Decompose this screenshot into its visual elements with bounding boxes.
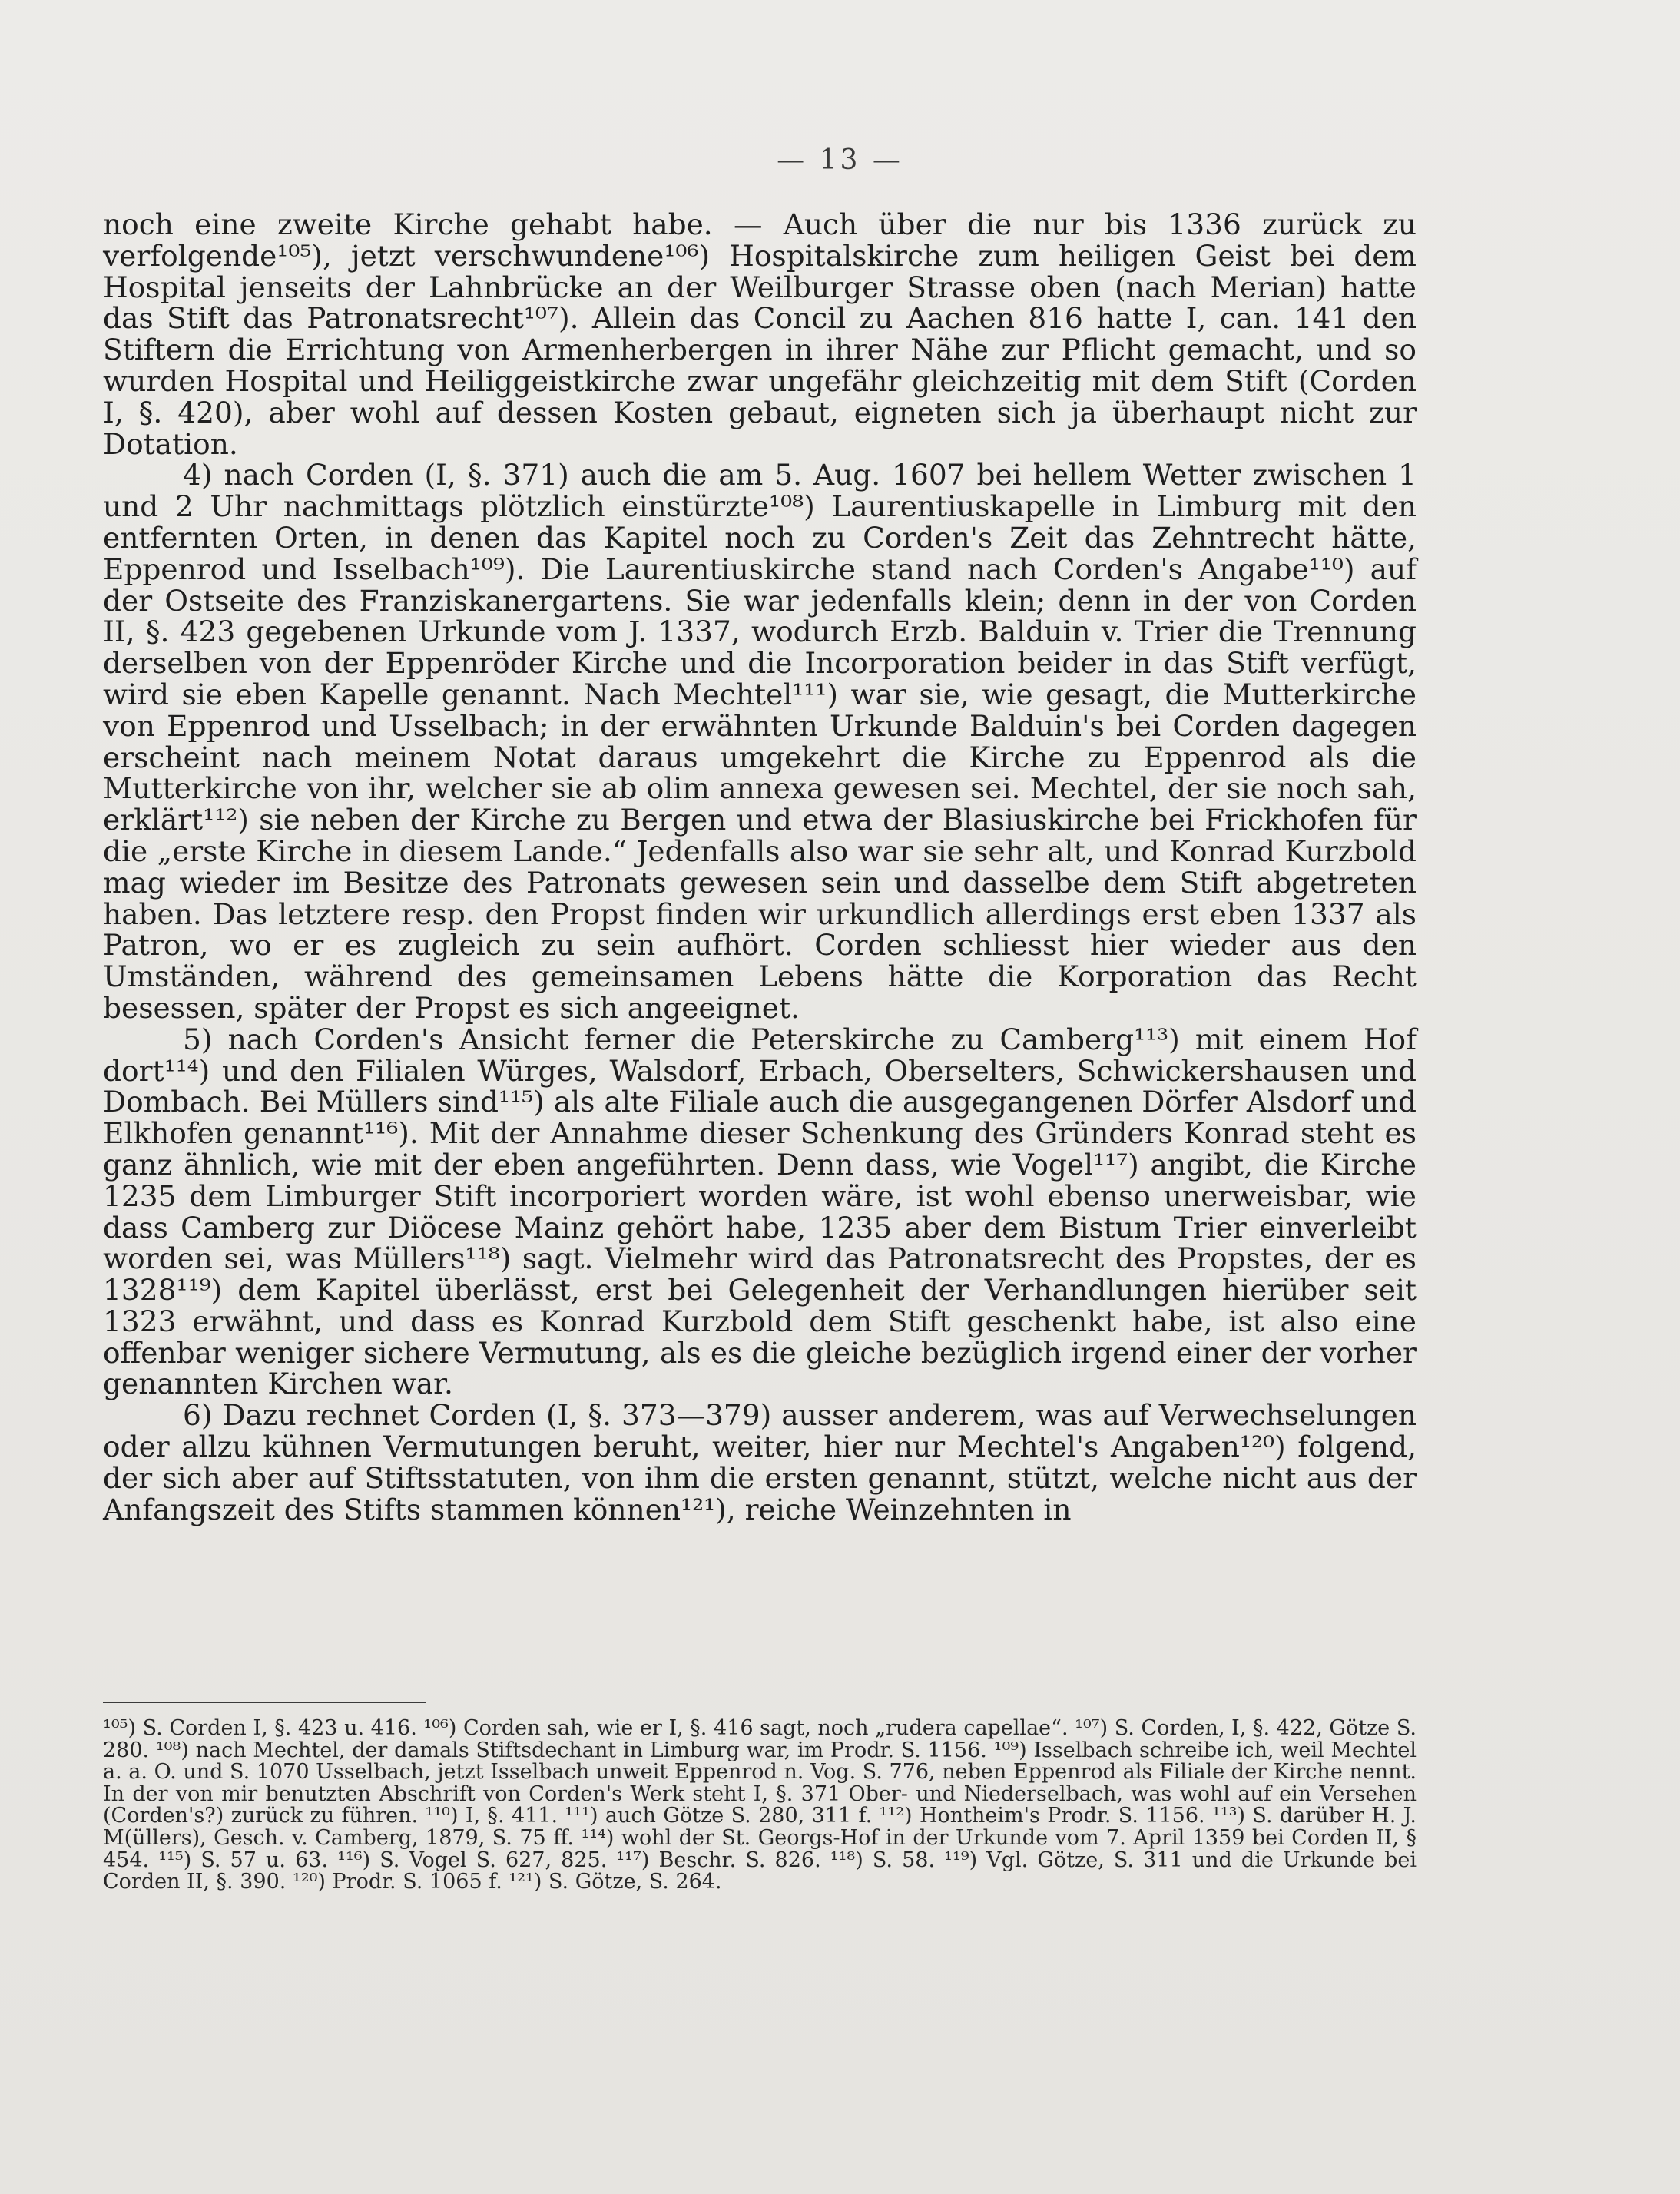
page-number: — 13 — — [777, 144, 903, 176]
footnote-divider — [103, 1702, 426, 1703]
paragraph-item-4: 4) nach Corden (I, §. 371) auch die am 5. Aug. 1607 bei hellem Wetter zwischen 1 und 2 Uhr nachmittags plötzlich einstürzte¹⁰⁸) Laurentiuskapelle in Limburg mit den entfernten Orten, in denen das Kapitel noch zu Corden's Zeit das Zehntrecht hätte, Eppenrod und Isselbach¹⁰⁹). Die Laurentiuskirche stand nach Corden's Angabe¹¹⁰) auf der Ostseite des Franziskanergartens. Sie war jedenfalls klein; denn in der von Corden II, §. 423 gegebenen Urkunde vom J. 1337, wodurch Erzb. Balduin v. Trier die Trennung derselben von der Eppenröder Kirche und die Incorporation beider in das Stift verfügt, wird sie eben Kapelle genannt. Nach Mechtel¹¹¹) war sie, wie gesagt, die Mutterkirche von Eppenrod und Usselbach; in der erwähnten Urkunde Balduin's bei Corden dagegen erscheint nach meinem Notat daraus umgekehrt die Kirche zu Eppenrod als die Mutterkirche von ihr, welcher sie ab olim annexa gewesen sei. Mechtel, der sie noch sah, erklärt¹¹²) sie neben der Kirche zu Bergen und etwa der Blasiuskirche bei Frickhofen für die „erste Kirche in diesem Lande.“ Jedenfalls also war sie sehr alt, und Konrad Kurzbold mag wieder im Besitze des Patronats gewesen sein und dasselbe dem Stift abgetreten haben. Das letztere resp. den Propst finden wir urkundlich allerdings erst eben 1337 als Patron, wo er es zugleich zu sein aufhört. Corden schliesst hier wieder aus den Umständen, während des gemeinsamen Lebens hätte die Korporation das Recht besessen, später der Propst es sich angeeignet. — [103, 458, 1417, 1025]
paragraph-item-6: 6) Dazu rechnet Corden (I, §. 373—379) ausser anderem, was auf Verwechselungen oder allzu kühnen Vermutungen beruht, weiter, hier nur Mechtel's Angaben¹²⁰) folgend, der sich aber auf Stiftsstatuten, von ihm die ersten genannt, stützt, welche nicht aus der Anfangszeit des Stifts stammen können¹²¹), reiche Weinzehnten in — [103, 1398, 1417, 1526]
footnotes — [103, 1718, 1417, 1894]
paragraph-continued: noch eine zweite Kirche gehabt habe. — Auch über die nur bis 1336 zurück zu verfolgende¹⁰⁵), jetzt verschwundene¹⁰⁶) Hospitalskirche zum heiligen Geist bei dem Hospital jenseits der Lahnbrücke an der Weilburger Strasse oben (nach Merian) hatte das Stift das Patronatsrecht¹⁰⁷). Allein das Concil zu Aachen 816 hatte I, can. 141 den Stiftern die Errichtung von Armenherbergen in ihrer Nähe zur Pflicht gemacht, und so wurden Hospital und Heiliggeistkirche zwar ungefähr gleichzeitig mit dem Stift (Corden I, §. 420), aber wohl auf dessen Kosten gebaut, eigneten sich ja überhaupt nicht zur Dotation. — [103, 207, 1417, 461]
footnote-block: ¹⁰⁵) S. Corden I, §. 423 u. 416. ¹⁰⁶) Corden sah, wie er I, §. 416 sagt, noch „rudera capellae“. ¹⁰⁷) S. Corden, I, §. 422, Götze S. 280. ¹⁰⁸) nach Mechtel, der damals Stiftsdechant in Limburg war, im Prodr. S. 1156. ¹⁰⁹) Isselbach schreibe ich, weil Mechtel a. a. O. und S. 1070 Usselbach, jetzt Isselbach unweit Eppenrod n. Vog. S. 776, neben Eppenrod als Filiale der Kirche nennt. In der von mir benutzten Abschrift von Corden's Werk steht I, §. 371 Ober- und Niederselbach, was wohl auf ein Versehen (Corden's?) zurück zu führen. ¹¹⁰) I, §. 411. ¹¹¹) auch Götze S. 280, 311 f. ¹¹²) Hontheim's Prodr. S. 1156. ¹¹³) S. darüber H. J. M(üllers), Gesch. v. Camberg, 1879, S. 75 ff. ¹¹⁴) wohl der St. Georgs-Hof in der Urkunde vom 7. April 1359 bei Corden II, § 454. ¹¹⁵) S. 57 u. 63. ¹¹⁶) S. Vogel S. 627, 825. ¹¹⁷) Beschr. S. 826. ¹¹⁸) S. 58. ¹¹⁹) Vgl. Götze, S. 311 und die Urkunde bei Corden II, §. 390. ¹²⁰) Prodr. S. 1065 f. ¹²¹) S. Götze, S. 264. — [103, 1716, 1417, 1894]
body-text — [103, 209, 1417, 1525]
paragraph-item-5: 5) nach Corden's Ansicht ferner die Peterskirche zu Camberg¹¹³) mit einem Hof dort¹¹⁴) und den Filialen Würges, Walsdorf, Erbach, Oberselters, Schwickershausen und Dombach. Bei Müllers sind¹¹⁵) als alte Filiale auch die ausgegangenen Dörfer Alsdorf und Elkhofen genannt¹¹⁶). Mit der Annahme dieser Schenkung des Gründers Konrad steht es ganz ähnlich, wie mit der eben angeführten. Denn dass, wie Vogel¹¹⁷) angibt, die Kirche 1235 dem Limburger Stift incorporiert worden wäre, ist wohl ebenso unerweisbar, wie dass Camberg zur Diöcese Mainz gehört habe, 1235 aber dem Bistum Trier einverleibt worden sei, was Müllers¹¹⁸) sagt. Vielmehr wird das Patronatsrecht des Propstes, der es 1328¹¹⁹) dem Kapitel überlässt, erst bei Gelegenheit der Verhandlungen hierüber seit 1323 erwähnt, und dass es Konrad Kurzbold dem Stift geschenkt habe, ist also eine offenbar weniger sichere Vermutung, als es die gleiche bezüglich irgend einer der vorher genannten Kirchen war. — [103, 1022, 1417, 1401]
